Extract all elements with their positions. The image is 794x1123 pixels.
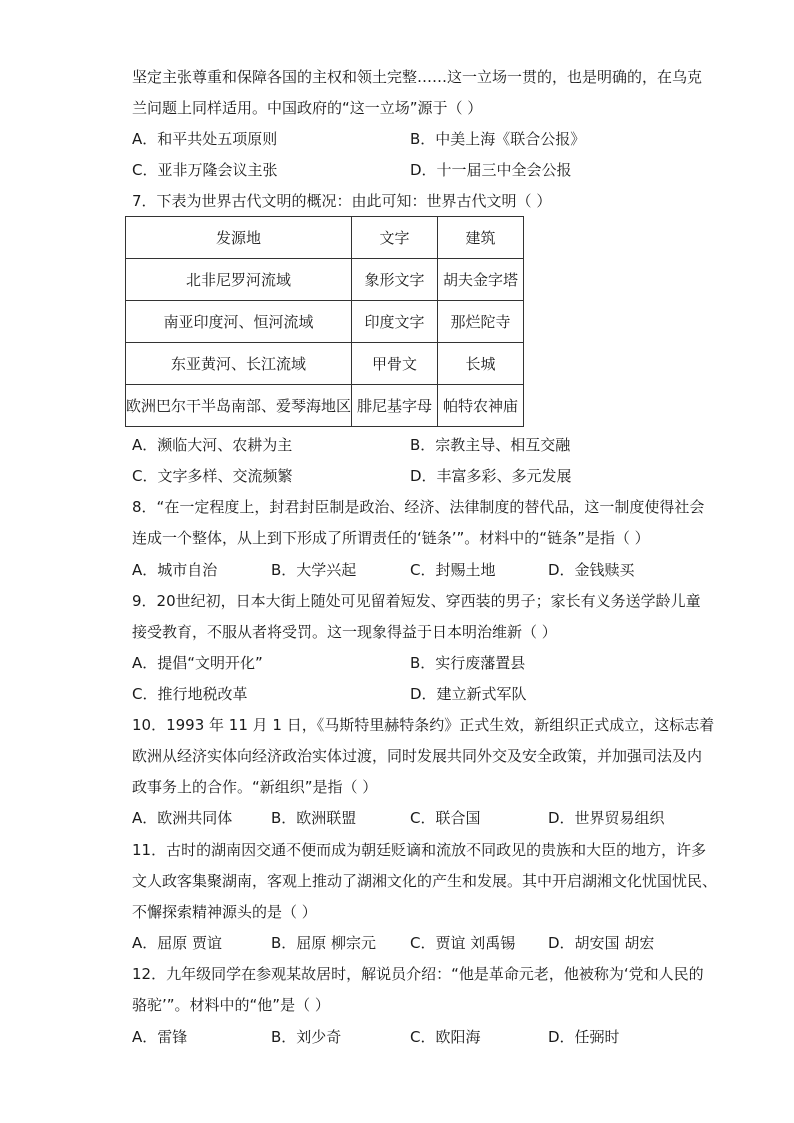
table-cell: 象形文字 xyxy=(352,259,438,301)
q9-stem-line: 9．20世纪初，日本大街上随处可见留着短发、穿西装的男子；家长有义务送学龄儿童 xyxy=(132,592,701,610)
table-cell: 胡夫金字塔 xyxy=(438,259,524,301)
table-row xyxy=(126,259,524,301)
q8-option-a: A．城市自治 xyxy=(132,561,218,579)
q11-option-a: A．屈原 贾谊 xyxy=(132,934,223,952)
table-row xyxy=(126,385,524,427)
q10-stem-line: 10．1993 年 11 月 1 日，《马斯特里赫特条约》正式生效，新组织正式成立，这标志着 xyxy=(132,716,715,734)
q6-stem-line: 坚定主张尊重和保障各国的主权和领土完整……这一立场一贯的，也是明确的，在乌克 xyxy=(132,68,703,86)
table-cell: 帕特农神庙 xyxy=(438,385,524,427)
q7-option-a: A．濒临大河、农耕为主 xyxy=(132,436,293,454)
q10-option-a: A．欧洲共同体 xyxy=(132,809,233,827)
q10-option-d: D．世界贸易组织 xyxy=(548,809,665,827)
table-cell: 欧洲巴尔干半岛南部、爱琴海地区 xyxy=(126,385,352,427)
table-header-cell: 建筑 xyxy=(438,217,524,259)
table-cell: 印度文字 xyxy=(352,301,438,343)
q8-stem-line: 连成一个整体，从上到下形成了所谓责任的‘链条’”。材料中的“链条”是指（ ） xyxy=(132,529,650,547)
q12-stem-line: 12．九年级同学在参观某故居时，解说员介绍：“他是革命元老，他被称为‘党和人民的 xyxy=(132,965,704,983)
q8-option-b: B．大学兴起 xyxy=(271,561,357,579)
q9-option-c: C．推行地税改革 xyxy=(132,685,248,703)
q12-stem-line: 骆驼’”。材料中的“他”是（ ） xyxy=(132,996,330,1014)
q11-option-c: C．贾谊 刘禹锡 xyxy=(410,934,516,952)
q12-option-c: C．欧阳海 xyxy=(410,1028,481,1046)
q6-option-a: A．和平共处五项原则 xyxy=(132,130,278,148)
table-header-row xyxy=(126,217,524,259)
q11-stem-line: 11．古时的湖南因交通不便而成为朝廷贬谪和流放不同政见的贵族和大臣的地方，许多 xyxy=(132,841,707,859)
q8-option-d: D．金钱赎买 xyxy=(548,561,635,579)
table-cell: 东亚黄河、长江流域 xyxy=(126,343,352,385)
table-cell: 长城 xyxy=(438,343,524,385)
q10-stem-line: 欧洲从经济实体向经济政治实体过渡，同时发展共同外交及安全政策，并加强司法及内 xyxy=(132,747,703,765)
table-row xyxy=(126,301,524,343)
q6-option-c: C．亚非万隆会议主张 xyxy=(132,161,278,179)
civilization-table xyxy=(125,216,524,427)
q7-stem: 7．下表为世界古代文明的概况：由此可知：世界古代文明（ ） xyxy=(132,192,552,210)
q6-option-d: D．十一届三中全会公报 xyxy=(410,161,572,179)
q9-option-d: D．建立新式军队 xyxy=(410,685,527,703)
q12-option-b: B．刘少奇 xyxy=(271,1028,342,1046)
q8-stem-line: 8．“在一定程度上，封君封臣制是政治、经济、法律制度的替代品，这一制度使得社会 xyxy=(132,498,705,516)
table-cell: 腓尼基字母 xyxy=(352,385,438,427)
q7-option-d: D．丰富多彩、多元发展 xyxy=(410,467,572,485)
q11-option-b: B．屈原 柳宗元 xyxy=(271,934,377,952)
q7-option-b: B．宗教主导、相互交融 xyxy=(410,436,571,454)
q10-option-b: B．欧洲联盟 xyxy=(271,809,357,827)
q6-option-b: B．中美上海《联合公报》 xyxy=(410,130,586,148)
q12-option-d: D．任弼时 xyxy=(548,1028,620,1046)
q7-option-c: C．文字多样、交流频繁 xyxy=(132,467,293,485)
table-header-cell: 发源地 xyxy=(126,217,352,259)
table-row xyxy=(126,343,524,385)
q11-option-d: D．胡安国 胡宏 xyxy=(548,934,655,952)
q9-option-a: A．提倡“文明开化” xyxy=(132,654,263,672)
q9-stem-line: 接受教育，不服从者将受罚。这一现象得益于日本明治维新（ ） xyxy=(132,623,557,641)
q11-stem-line: 不懈探索精神源头的是（ ） xyxy=(132,903,317,921)
q6-stem-line: 兰问题上同样适用。中国政府的“这一立场”源于（ ） xyxy=(132,99,483,117)
table-header-cell: 文字 xyxy=(352,217,438,259)
table-cell: 北非尼罗河流域 xyxy=(126,259,352,301)
table-cell: 南亚印度河、恒河流域 xyxy=(126,301,352,343)
q12-option-a: A．雷锋 xyxy=(132,1028,188,1046)
table-cell: 那烂陀寺 xyxy=(438,301,524,343)
q10-stem-line: 政事务上的合作。“新组织”是指（ ） xyxy=(132,778,378,796)
q11-stem-line: 文人政客集聚湖南，客观上推动了湖湘文化的产生和发展。其中开启湖湘文化忧国忧民、 xyxy=(132,872,718,890)
q10-option-c: C．联合国 xyxy=(410,809,481,827)
table-cell: 甲骨文 xyxy=(352,343,438,385)
q9-option-b: B．实行废藩置县 xyxy=(410,654,526,672)
q8-option-c: C．封赐土地 xyxy=(410,561,496,579)
